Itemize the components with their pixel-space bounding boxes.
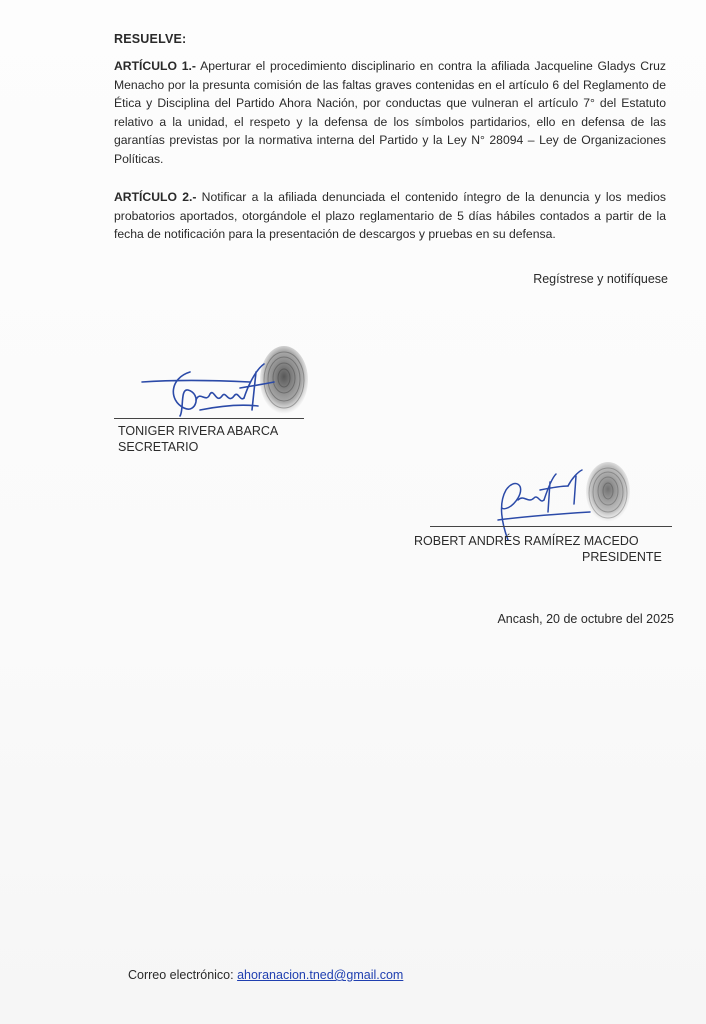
secretario-role: SECRETARIO [118, 440, 199, 454]
presidente-signature-line [430, 526, 672, 527]
footer-email-link[interactable]: ahoranacion.tned@gmail.com [237, 968, 404, 982]
article-2-label: ARTÍCULO 2.- [114, 190, 197, 204]
presidente-signature-block [412, 458, 682, 578]
presidente-role: PRESIDENTE [582, 550, 662, 564]
closing-formula: Regístrese y notifíquese [533, 272, 668, 286]
signature-secretario-icon [140, 360, 290, 430]
footer-contact [128, 968, 403, 982]
footer-email-label: Correo electrónico: [128, 968, 238, 982]
secretario-signature-block [114, 340, 324, 470]
article-2-paragraph [114, 188, 666, 244]
secretario-signature-line [114, 418, 304, 419]
article-1-text: Aperturar el procedimiento disciplinario en contra la afiliada Jacqueline Gladys Cruz Menacho por la presunta comisión de las faltas graves contenidas en el artículo 6 del Reglamento de Ética y Disciplina del Partido Ahora Nación, por conductas que vulneran el artículo 7° del Estatuto relativo a la unidad, el respeto y la defensa de los símbolos partidarios, ello en defensa de las garantías previstas por la normativa interna del Partido y la Ley N° 28094 – Ley de Organizaciones Políticas. [114, 59, 666, 166]
signature-presidente-icon [478, 464, 608, 544]
resolution-heading: RESUELVE: [114, 32, 187, 46]
document-date: Ancash, 20 de octubre del 2025 [497, 612, 674, 626]
article-1-label: ARTÍCULO 1.- [114, 59, 196, 73]
article-2-text: Notificar a la afiliada denunciada el contenido íntegro de la denuncia y los medios probatorios aportados, otorgándole el plazo reglamentario de 5 días hábiles contados a partir de la fecha de notificación para la presentación de descargos y pruebas en su defensa. [114, 190, 666, 242]
presidente-name: ROBERT ANDRÉS RAMÍREZ MACEDO [414, 534, 639, 548]
secretario-name: TONIGER RIVERA ABARCA [118, 424, 279, 438]
article-1-paragraph [114, 57, 666, 169]
